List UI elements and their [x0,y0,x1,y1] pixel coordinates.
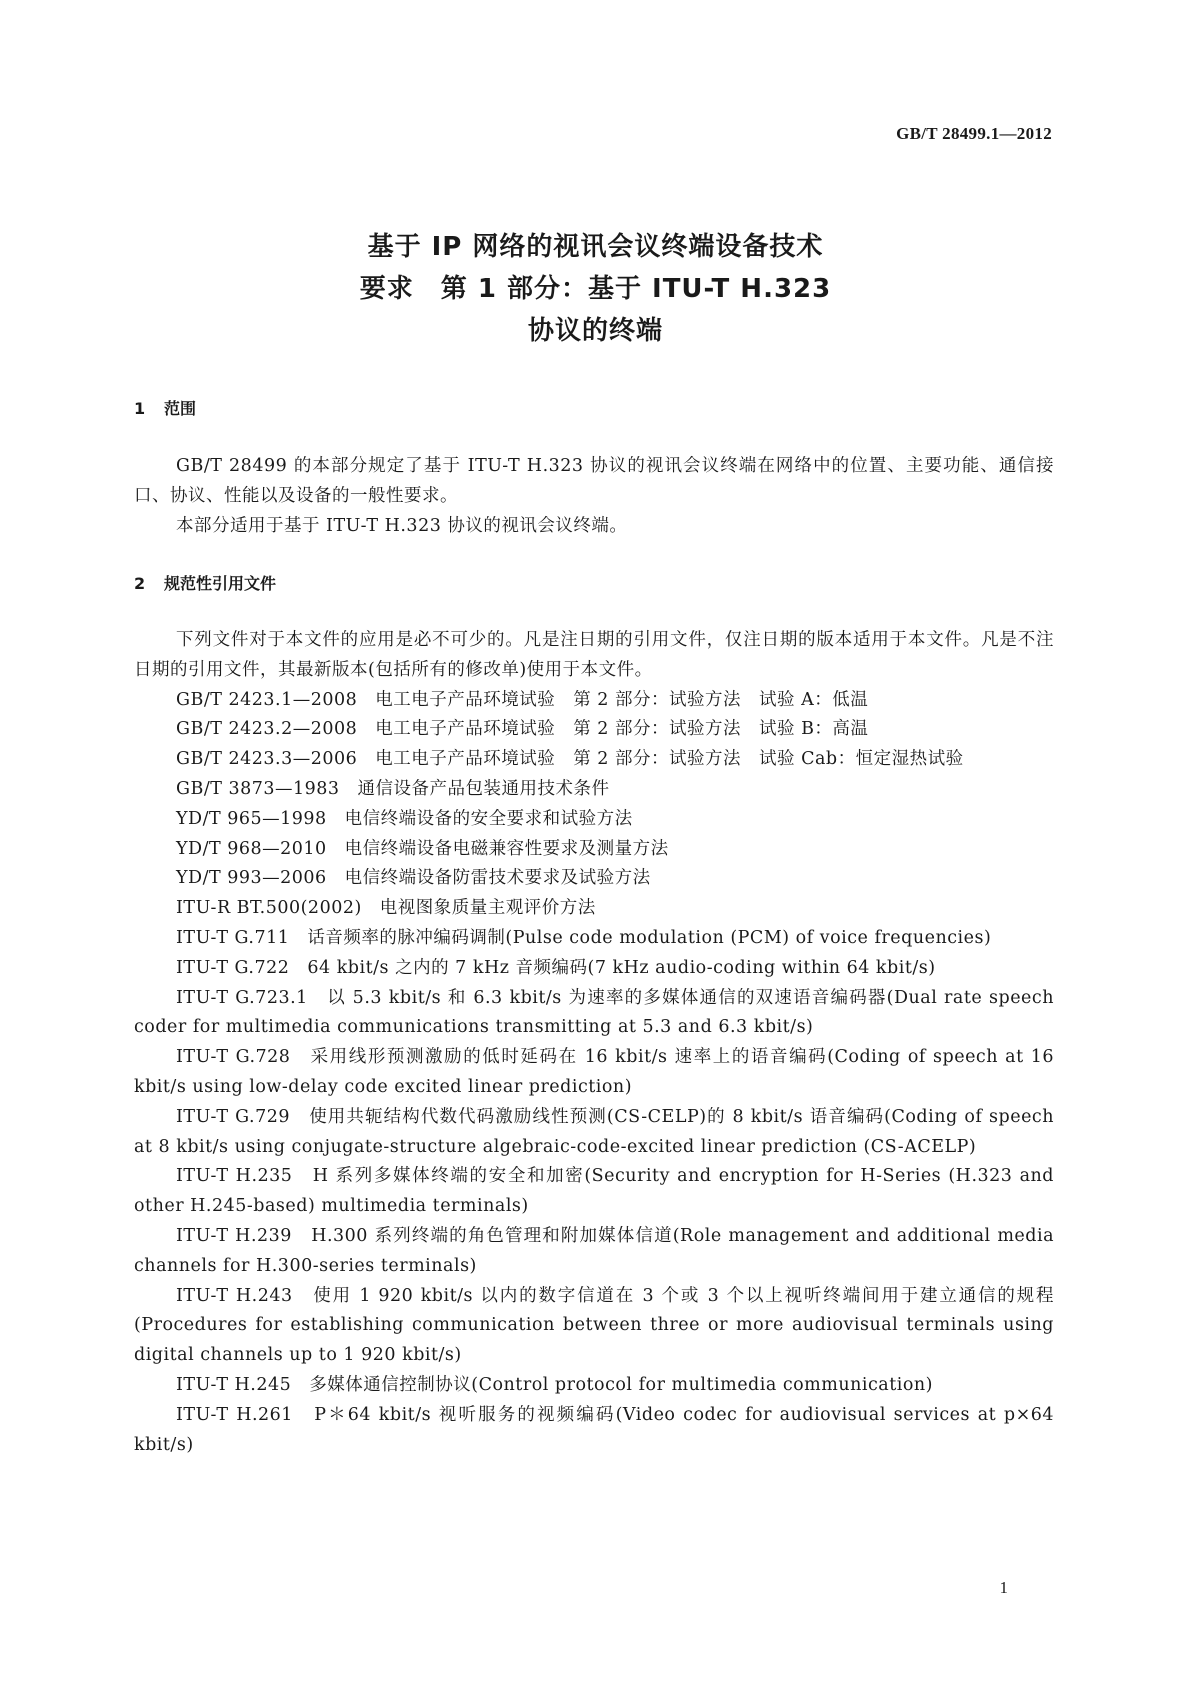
title-line-2: 要求 第 1 部分：基于 ITU-T H.323 [359,274,832,304]
reference-item [134,894,1054,924]
reference-item [134,745,1054,775]
section-1-paragraph: GB/T 28499 的本部分规定了基于 ITU-T H.323 协议的视讯会议终端在网络中的位置、主要功能、通信接口、协议、性能以及设备的一般性要求。 [134,456,1054,506]
section-1-paragraph: 本部分适用于基于 ITU-T H.323 协议的视讯会议终端。 [176,515,628,536]
reference-code: ITU-T H.245 [176,1374,292,1395]
reference-title: 使用共轭结构代数代码激励线性预测(CS-CELP)的 8 kbit/s 语音编码(Coding of speech at 8 kbit/s using conjugate-structure algebraic-code-excited linear prediction (CS-ACELP) [134,1106,1054,1157]
reference-item [134,1043,1054,1103]
reference-code: ITU-T H.261 [176,1404,293,1425]
reference-title: 电视图象质量主观评价方法 [379,898,596,919]
reference-code: ITU-T H.239 [176,1225,292,1246]
reference-item [134,775,1054,805]
reference-code: GB/T 3873—1983 [176,778,340,799]
reference-code: ITU-T H.235 [176,1166,293,1187]
section-1-heading [134,396,196,419]
reference-title: 电信终端设备电磁兼容性要求及测量方法 [344,838,669,859]
reference-item [134,864,1054,894]
reference-code: ITU-R BT.500(2002) [176,898,362,919]
reference-item [134,686,1054,716]
section-2-body [134,626,1054,1460]
reference-item [134,1162,1054,1222]
reference-item [134,1222,1054,1282]
reference-title: P＊64 kbit/s 视听服务的视频编码(Video codec for audiovisual services at p×64 kbit/s) [134,1404,1055,1455]
reference-title: 多媒体通信控制协议(Control protocol for multimedia communication) [309,1374,934,1395]
reference-item [134,805,1054,835]
section-1-number: 1 [134,399,146,418]
reference-title: 电信终端设备的安全要求和试验方法 [344,808,633,829]
reference-title: H 系列多媒体终端的安全和加密(Security and encryption for H-Series (H.323 and other H.245-based) multimedia terminals) [134,1166,1055,1217]
section-1-body [134,452,1054,541]
title-line-3: 协议的终端 [527,316,663,346]
reference-code: YD/T 968—2010 [176,838,327,859]
reference-item [134,954,1054,984]
section-2-heading [134,571,276,594]
reference-title: 电工电子产品环境试验 第 2 部分：试验方法 试验 A：低温 [375,689,869,710]
reference-item [134,835,1054,865]
reference-item [134,924,1054,954]
reference-list [134,686,1054,1461]
reference-item [134,984,1054,1044]
reference-code: ITU-T G.728 [176,1047,291,1068]
title-line-1: 基于 IP 网络的视讯会议终端设备技术 [367,232,824,262]
reference-code: ITU-T H.243 [176,1285,293,1306]
reference-item [134,1103,1054,1163]
section-2-intro: 下列文件对于本文件的应用是必不可少的。凡是注日期的引用文件，仅注日期的版本适用于本文件。凡是不注日期的引用文件，其最新版本(包括所有的修改单)使用于本文件。 [134,630,1054,680]
reference-title: 以 5.3 kbit/s 和 6.3 kbit/s 为速率的多媒体通信的双速语音编码器(Dual rate speech coder for multimedia communications transmitting at 5.3 and 6.3 kbit/s) [134,987,1054,1038]
page-number: 1 [999,1578,1008,1597]
reference-code: YD/T 993—2006 [176,868,327,889]
reference-title: 使用 1 920 kbit/s 以内的数字信道在 3 个或 3 个以上视听终端间用于建立通信的规程(Procedures for establishing communication between three or more audiovisual terminals using digital channels up to 1 920 kbit/s) [134,1285,1055,1366]
reference-code: ITU-T G.723.1 [176,987,308,1008]
reference-code: GB/T 2423.1—2008 [176,689,358,710]
reference-item [134,1371,1054,1401]
reference-title: 电信终端设备防雷技术要求及试验方法 [344,868,651,889]
reference-code: ITU-T G.729 [176,1106,290,1127]
reference-title: 电工电子产品环境试验 第 2 部分：试验方法 试验 B：高温 [375,719,869,740]
reference-title: H.300 系列终端的角色管理和附加媒体信道(Role management and additional media channels for H.300-series terminals) [134,1225,1055,1276]
reference-title: 采用线形预测激励的低时延码在 16 kbit/s 速率上的语音编码(Coding of speech at 16 kbit/s using low-delay code excited linear prediction) [134,1047,1055,1097]
reference-title: 话音频率的脉冲编码调制(Pulse code modulation (PCM) of voice frequencies) [307,927,992,948]
section-2-number: 2 [134,574,146,593]
reference-title: 64 kbit/s 之内的 7 kHz 音频编码(7 kHz audio-coding within 64 kbit/s) [307,957,936,978]
reference-item [134,715,1054,745]
document-title [0,226,1191,352]
reference-code: GB/T 2423.3—2006 [176,749,358,770]
reference-item [134,1282,1054,1371]
reference-code: ITU-T G.722 [176,957,290,978]
reference-code: ITU-T G.711 [176,927,290,948]
section-2-title: 规范性引用文件 [164,574,277,593]
reference-title: 通信设备产品包装通用技术条件 [357,778,610,799]
reference-code: GB/T 2423.2—2008 [176,719,358,740]
reference-code: YD/T 965—1998 [176,808,327,829]
standard-code: GB/T 28499.1—2012 [896,124,1052,143]
reference-item [134,1401,1054,1461]
reference-title: 电工电子产品环境试验 第 2 部分：试验方法 试验 Cab：恒定湿热试验 [375,749,964,770]
section-1-title: 范围 [164,399,197,418]
